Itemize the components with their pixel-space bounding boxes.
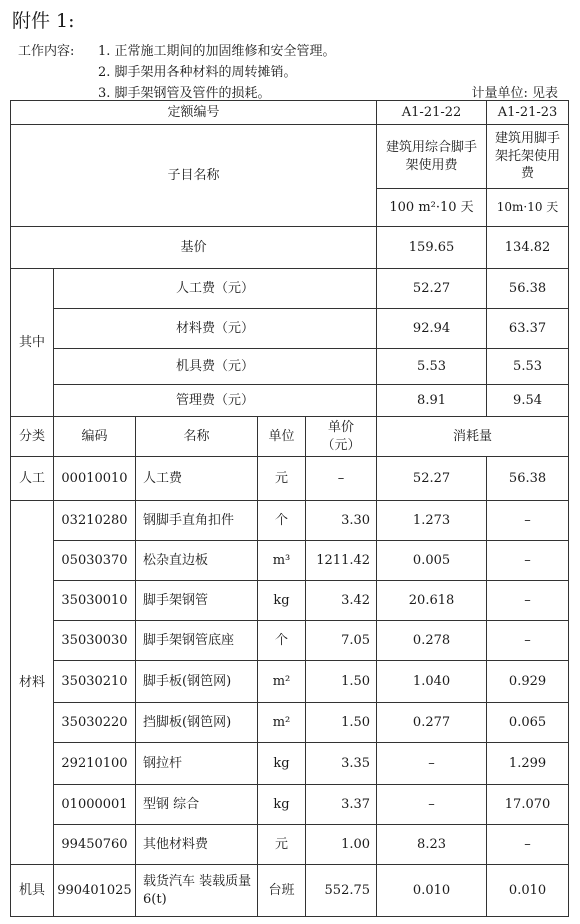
item-name-2: 建筑用脚手架托架使用费 [487, 125, 569, 189]
row-consumption-2: – [487, 621, 569, 661]
item-unit-2: 10m·10 天 [487, 189, 569, 227]
material-category: 材料 [11, 501, 54, 865]
cost-value: 8.91 [377, 385, 487, 417]
work-item-2: 2. 脚手架用各种材料的周转摊销。 [98, 65, 297, 80]
row-consumption-1: 20.618 [377, 581, 487, 621]
row-consumption-2: – [487, 541, 569, 581]
row-name: 挡脚板(钢笆网) [136, 703, 258, 743]
row-consumption-1: 0.005 [377, 541, 487, 581]
quota-no-2: A1-21-23 [487, 101, 569, 125]
column-header-row [11, 417, 569, 457]
col-header-consumption: 消耗量 [377, 417, 569, 457]
row-price: – [306, 457, 377, 501]
material-row [11, 581, 569, 621]
row-name: 人工费 [136, 457, 258, 501]
row-name: 钢脚手直角扣件 [136, 501, 258, 541]
cost-value: 92.94 [377, 309, 487, 349]
cost-value: 63.37 [487, 309, 569, 349]
row-consumption-2: 56.38 [487, 457, 569, 501]
labor-category: 人工 [11, 457, 54, 501]
row-name: 型钢 综合 [136, 785, 258, 825]
quota-no-row [11, 101, 569, 125]
row-consumption-1: 52.27 [377, 457, 487, 501]
col-header-unit-price: 单价 （元） [306, 417, 377, 457]
row-price: 7.05 [306, 621, 377, 661]
material-row [11, 785, 569, 825]
row-consumption-2: – [487, 501, 569, 541]
row-code: 99450760 [54, 825, 136, 865]
cost-value: 9.54 [487, 385, 569, 417]
row-consumption-2: 0.065 [487, 703, 569, 743]
row-code: 35030030 [54, 621, 136, 661]
row-code: 00010010 [54, 457, 136, 501]
row-consumption-2: – [487, 581, 569, 621]
material-row [11, 825, 569, 865]
row-unit: 台班 [258, 865, 306, 917]
row-consumption-1: – [377, 743, 487, 785]
labor-row [11, 457, 569, 501]
base-price-2: 134.82 [487, 227, 569, 269]
quota-no-1: A1-21-22 [377, 101, 487, 125]
item-unit-1: 100 m²·10 天 [377, 189, 487, 227]
col-header-category: 分类 [11, 417, 54, 457]
row-consumption-1: 0.278 [377, 621, 487, 661]
row-code: 29210100 [54, 743, 136, 785]
material-row [11, 743, 569, 785]
item-name-1: 建筑用综合脚手架使用费 [377, 125, 487, 189]
material-row [11, 661, 569, 703]
row-consumption-1: 1.040 [377, 661, 487, 703]
cost-value: 56.38 [487, 269, 569, 309]
row-price: 3.35 [306, 743, 377, 785]
row-consumption-1: – [377, 785, 487, 825]
cost-label: 人工费（元） [54, 269, 377, 309]
material-row [11, 703, 569, 743]
cost-row [11, 269, 569, 309]
cost-label: 材料费（元） [54, 309, 377, 349]
row-name: 松杂直边板 [136, 541, 258, 581]
row-consumption-2: – [487, 825, 569, 865]
work-content-label: 工作内容: [18, 44, 75, 59]
cost-row [11, 309, 569, 349]
row-price: 552.75 [306, 865, 377, 917]
row-unit: 个 [258, 621, 306, 661]
cost-label: 机具费（元） [54, 349, 377, 385]
row-unit: 元 [258, 825, 306, 865]
row-code: 01000001 [54, 785, 136, 825]
row-consumption-1: 1.273 [377, 501, 487, 541]
document-title: 附件 1: [12, 10, 75, 32]
row-name: 其他材料费 [136, 825, 258, 865]
cost-value: 5.53 [487, 349, 569, 385]
row-code: 03210280 [54, 501, 136, 541]
cost-row [11, 349, 569, 385]
row-code: 35030220 [54, 703, 136, 743]
row-consumption-1: 0.010 [377, 865, 487, 917]
row-name: 载货汽车 装载质量 6(t) [136, 865, 258, 917]
row-price: 3.30 [306, 501, 377, 541]
col-header-unit: 单位 [258, 417, 306, 457]
row-code: 990401025 [54, 865, 136, 917]
base-price-row [11, 227, 569, 269]
cost-value: 5.53 [377, 349, 487, 385]
machine-row [11, 865, 569, 917]
material-row [11, 621, 569, 661]
row-unit: kg [258, 785, 306, 825]
row-consumption-2: 1.299 [487, 743, 569, 785]
base-price-label: 基价 [11, 227, 377, 269]
row-price: 1.00 [306, 825, 377, 865]
row-unit: kg [258, 581, 306, 621]
work-item-3: 3. 脚手架钢管及管件的损耗。 [98, 86, 271, 101]
row-code: 35030210 [54, 661, 136, 703]
quota-table [10, 100, 569, 917]
cost-label: 管理费（元） [54, 385, 377, 417]
row-unit: m² [258, 703, 306, 743]
row-price: 1211.42 [306, 541, 377, 581]
col-header-name: 名称 [136, 417, 258, 457]
row-name: 脚手板(钢笆网) [136, 661, 258, 703]
row-unit: m³ [258, 541, 306, 581]
among-label: 其中 [11, 269, 54, 417]
quota-no-label: 定额编号 [11, 101, 377, 125]
cost-value: 52.27 [377, 269, 487, 309]
row-name: 脚手架钢管底座 [136, 621, 258, 661]
row-consumption-1: 8.23 [377, 825, 487, 865]
row-price: 1.50 [306, 661, 377, 703]
row-price: 3.37 [306, 785, 377, 825]
row-name: 脚手架钢管 [136, 581, 258, 621]
machine-category: 机具 [11, 865, 54, 917]
material-row [11, 541, 569, 581]
row-code: 05030370 [54, 541, 136, 581]
row-unit: 个 [258, 501, 306, 541]
row-consumption-1: 0.277 [377, 703, 487, 743]
row-name: 钢拉杆 [136, 743, 258, 785]
row-consumption-2: 0.929 [487, 661, 569, 703]
row-unit: 元 [258, 457, 306, 501]
item-name-row [11, 125, 569, 189]
cost-row [11, 385, 569, 417]
work-item-1: 1. 正常施工期间的加固维修和安全管理。 [98, 44, 336, 59]
row-unit: kg [258, 743, 306, 785]
row-code: 35030010 [54, 581, 136, 621]
unit-note: 计量单位: 见表 [471, 86, 558, 101]
col-header-code: 编码 [54, 417, 136, 457]
row-unit: m² [258, 661, 306, 703]
row-consumption-2: 17.070 [487, 785, 569, 825]
item-name-label: 子目名称 [11, 125, 377, 227]
quota-table-body [11, 101, 569, 917]
row-price: 3.42 [306, 581, 377, 621]
row-price: 1.50 [306, 703, 377, 743]
material-row [11, 501, 569, 541]
base-price-1: 159.65 [377, 227, 487, 269]
row-consumption-2: 0.010 [487, 865, 569, 917]
